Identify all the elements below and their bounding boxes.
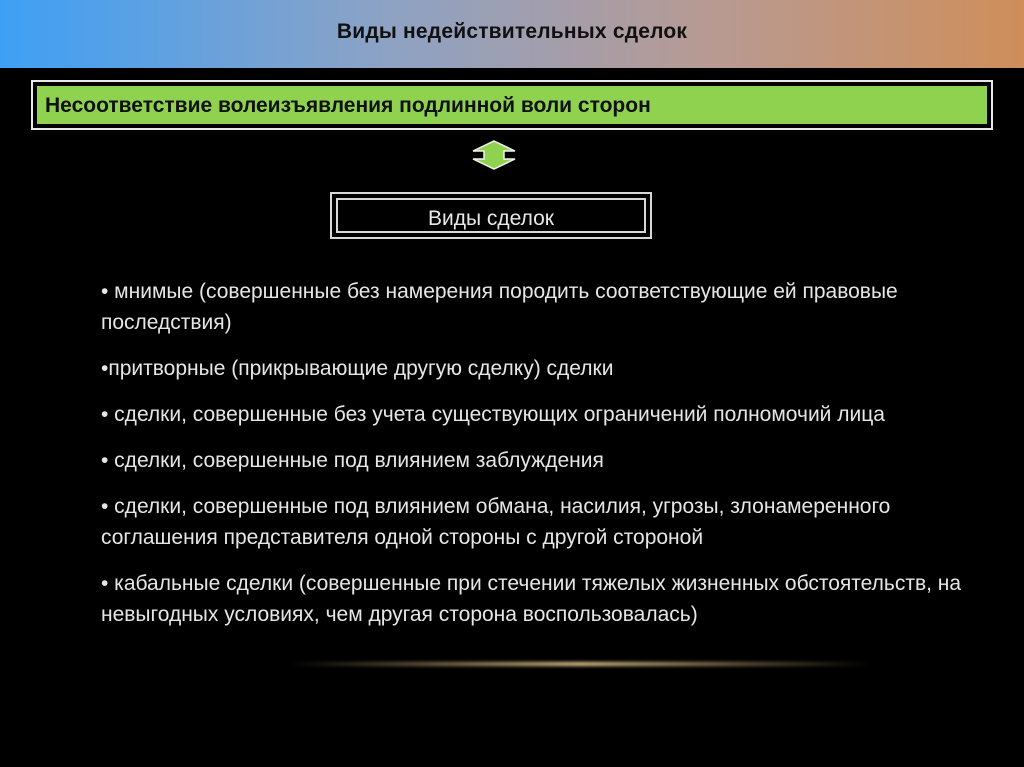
header-bar: [0, 0, 1024, 68]
list-item: • мнимые (совершенные без намерения породить соответствующие ей правовые последствия): [101, 280, 898, 334]
highlight-text: Несоответствие волеизъявления подлинной воли сторон: [45, 94, 651, 117]
list-item: • кабальные сделки (совершенные при стечении тяжелых жизненных обстоятельств, на невыгодных условиях, чем другая сторона воспользовалась): [101, 572, 962, 626]
list-item: • сделки, совершенные под влиянием заблуждения: [101, 449, 604, 472]
list-item: • сделки, совершенные под влиянием обмана, насилия, угрозы, злонамеренного соглашения представителя одной стороны с другой стороной: [101, 495, 891, 549]
list-item: •притворные (прикрывающие другую сделку) сделки: [101, 357, 614, 380]
double-arrow-vertical-icon: [472, 140, 516, 170]
highlight-box: [37, 86, 987, 124]
types-box: [336, 198, 646, 233]
bullet-list: [101, 276, 981, 645]
types-label: Виды сделок: [427, 207, 554, 230]
page-title: Виды недействительных сделок: [336, 20, 688, 43]
types-frame: [330, 192, 652, 239]
list-item: • сделки, совершенные без учета существующих ограничений полномочий лица: [101, 403, 885, 426]
decorative-glow-line: [290, 662, 870, 666]
highlight-frame: [31, 80, 993, 130]
